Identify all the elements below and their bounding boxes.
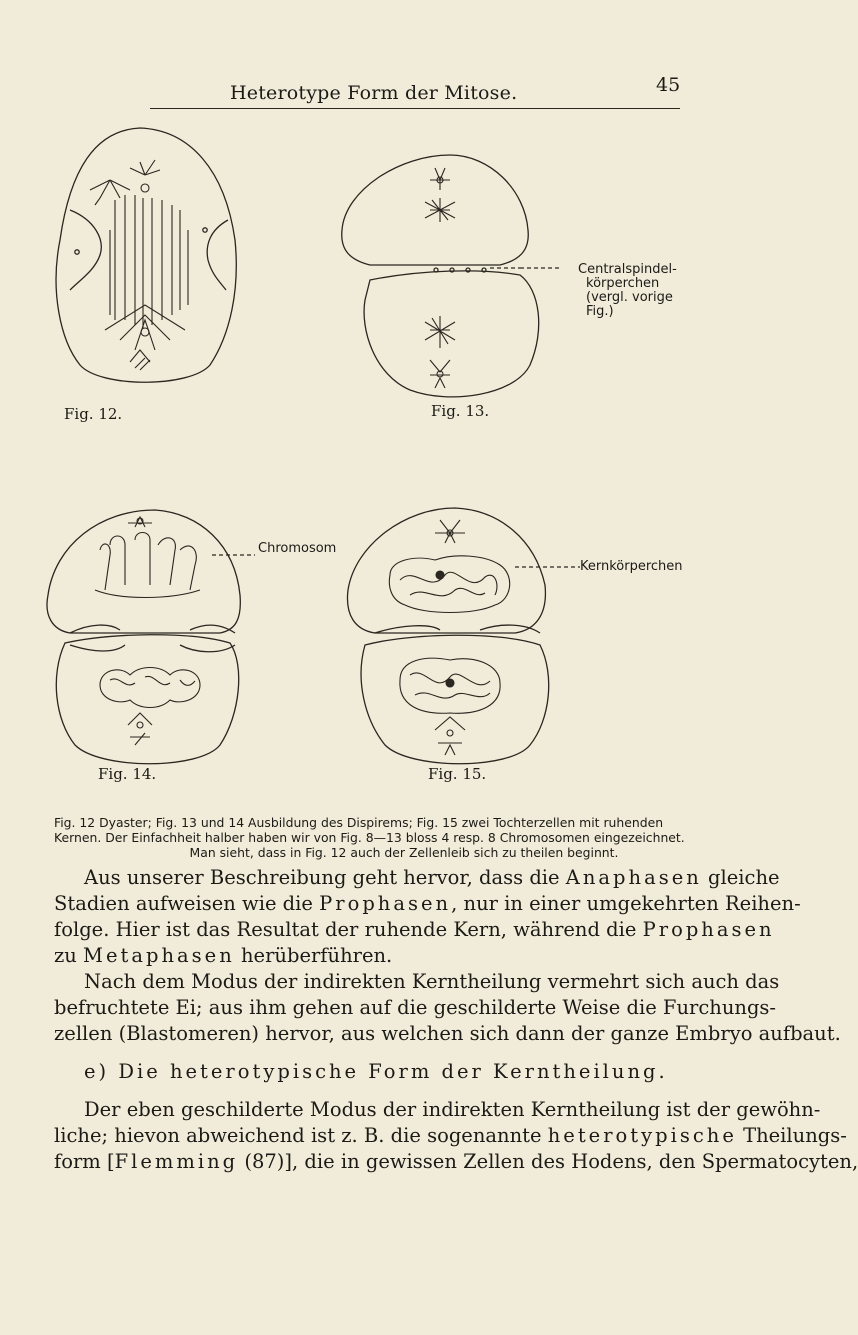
caption-line: Man sieht, dass in Fig. 12 auch der Zellenleib sich zu theilen beginnt. (189, 845, 619, 860)
annotation-line: körperchen (586, 276, 660, 291)
caption-line: Kernen. Der Einfachheit halber haben wir von Fig. 8—13 bloss 4 resp. 8 Chromosomen eingezeichnet. (54, 830, 685, 845)
spaced-term: heterotypische (547, 1124, 737, 1147)
text-line: zu Metaphasen herüberführen. (54, 944, 393, 967)
figure-plate (0, 120, 800, 790)
fig-13-illustration (340, 150, 580, 410)
text-line: liche; hievon abweichend ist z. B. die sogenannte heterotypische Theilungs- (54, 1124, 847, 1147)
fig-15-label: Fig. 15. (428, 765, 487, 783)
fig-14-illustration (40, 505, 260, 775)
annotation-line: Fig.) (586, 304, 614, 319)
annotation-line: Centralspindel- (578, 262, 677, 277)
spaced-term: Prophasen (319, 892, 452, 915)
header-rule (150, 108, 680, 109)
paragraph-1 (54, 865, 801, 969)
text-line: folge. Hier ist das Resultat der ruhende Kern, während die Prophasen (54, 918, 775, 941)
text-line: zellen (Blastomeren) hervor, aus welchen sich dann der ganze Embryo aufbaut. (54, 1022, 841, 1045)
spaced-term: Anaphasen (565, 866, 702, 889)
spaced-term: Flemming (114, 1150, 239, 1173)
fig-13-label: Fig. 13. (431, 402, 490, 420)
paragraph-2 (54, 969, 841, 1047)
body-text (54, 865, 858, 1175)
fig-15-annotation: Kernkörperchen (580, 559, 683, 574)
spaced-term: Prophasen (642, 918, 775, 941)
paragraph-3 (54, 1097, 858, 1175)
figure-caption (54, 815, 754, 860)
fig-15-illustration (340, 505, 580, 775)
text-line: Aus unserer Beschreibung geht hervor, dass die Anaphasen gleiche (84, 866, 780, 889)
running-title: Heterotype Form der Mitose. (230, 82, 518, 104)
fig-14-label: Fig. 14. (98, 765, 157, 783)
spaced-term: Metaphasen (83, 944, 235, 967)
fig-14-annotation: Chromosom (258, 541, 337, 556)
fig-13-annotation (578, 263, 677, 319)
text-line: befruchtete Ei; aus ihm gehen auf die geschilderte Weise die Furchungs- (54, 996, 777, 1019)
text-line: form [Flemming (87)], die in gewissen Zellen des Hodens, den Spermatocyten, (54, 1150, 858, 1173)
text-line: Nach dem Modus der indirekten Kerntheilung vermehrt sich auch das (84, 970, 780, 993)
text-line: Stadien aufweisen wie die Prophasen, nur in einer umgekehrten Reihen- (54, 892, 801, 915)
text-line: Der eben geschilderte Modus der indirekten Kerntheilung ist der gewöhn- (84, 1098, 821, 1121)
annotation-line: (vergl. vorige (586, 290, 673, 305)
fig-12-illustration (40, 120, 250, 390)
section-heading: e) Die heterotypische Form der Kerntheilung. (84, 1060, 668, 1083)
page-number: 45 (656, 74, 681, 96)
caption-line: Fig. 12 Dyaster; Fig. 13 und 14 Ausbildung des Dispirems; Fig. 15 zwei Tochterzellen mit ruhenden (54, 815, 664, 830)
fig-12-label: Fig. 12. (64, 405, 123, 423)
